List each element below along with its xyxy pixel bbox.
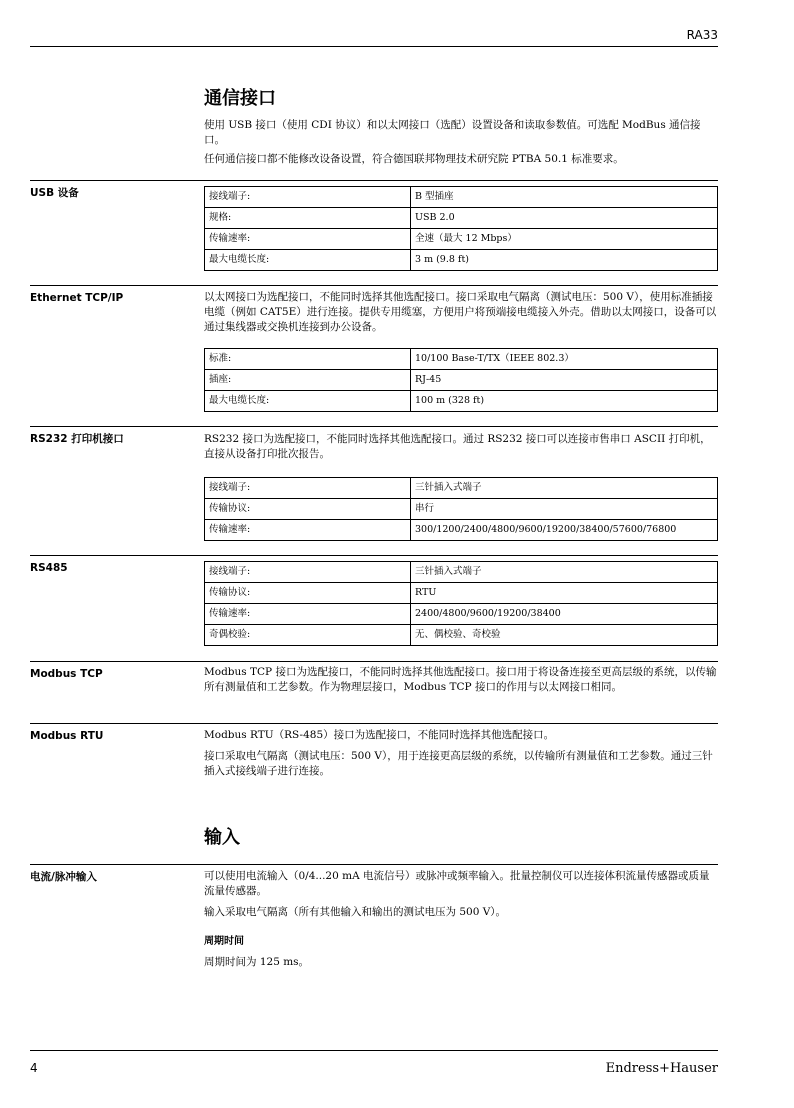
table-key: 传输协议: bbox=[205, 499, 411, 520]
rs232-text: RS232 接口为选配接口，不能同时选择其他选配接口。通过 RS232 接口可以连接市售串口 ASCII 打印机，直接从设备打印批次报告。 bbox=[204, 433, 711, 461]
table-key: 标准: bbox=[205, 349, 411, 370]
section-title-input: 输入 bbox=[204, 827, 240, 848]
rs485-label: RS485 bbox=[30, 562, 68, 574]
input-text-1: 可以使用电流输入（0/4...20 mA 电流信号）或脉冲或频率输入。批量控制仪可以连接体积流量传感器或质量流量传感器。 bbox=[204, 870, 710, 898]
table-value: 300/1200/2400/4800/9600/19200/38400/57600/76800 bbox=[411, 520, 718, 541]
table-row bbox=[205, 562, 718, 583]
header-rule bbox=[30, 46, 718, 47]
table-key: 规格: bbox=[205, 208, 411, 229]
rs232-rule bbox=[30, 426, 718, 427]
section-title-communication: 通信接口 bbox=[204, 88, 276, 109]
usb-label: USB 设备 bbox=[30, 187, 79, 199]
table-key: 传输速率: bbox=[205, 520, 411, 541]
table-value: 无、偶校验、奇校验 bbox=[411, 625, 718, 646]
table-value: 2400/4800/9600/19200/38400 bbox=[411, 604, 718, 625]
table-key: 插座: bbox=[205, 370, 411, 391]
table-key: 传输协议: bbox=[205, 583, 411, 604]
table-row bbox=[205, 187, 718, 208]
modbus-rtu-rule bbox=[30, 723, 718, 724]
ethernet-label: Ethernet TCP/IP bbox=[30, 292, 124, 304]
input-text-2: 输入采取电气隔离（所有其他输入和输出的测试电压为 500 V）。 bbox=[204, 906, 507, 918]
table-key: 传输速率: bbox=[205, 604, 411, 625]
table-value: 全速（最大 12 Mbps） bbox=[411, 229, 718, 250]
footer-rule bbox=[30, 1050, 718, 1051]
cycle-time-heading: 周期时间 bbox=[204, 936, 244, 947]
ethernet-text: 以太网接口为选配接口，不能同时选择其他选配接口。接口采取电气隔离（测试电压：500 V），使用标准插接电缆（例如 CAT5E）进行连接。提供专用缆塞，方便用户将预端接电缆接入外壳。借助以太网接口，设备可以通过集线器或交换机连接到办公设备。 bbox=[204, 291, 717, 334]
rs485-rule bbox=[30, 555, 718, 556]
table-value: 10/100 Base-T/TX（IEEE 802.3） bbox=[411, 349, 718, 370]
table-row bbox=[205, 250, 718, 271]
modbus-tcp-text: Modbus TCP 接口为选配接口，不能同时选择其他选配接口。接口用于将设备连接至更高层级的系统，以传输所有测量值和工艺参数。作为物理层接口，Modbus TCP 接口的作用与以太网接口相同。 bbox=[204, 666, 717, 694]
table-row bbox=[205, 370, 718, 391]
usb-rule bbox=[30, 180, 718, 181]
table-key: 最大电缆长度: bbox=[205, 250, 411, 271]
usb-spec-table bbox=[204, 186, 718, 271]
modbus-rtu-text-2: 接口采取电气隔离（测试电压：500 V），用于连接更高层级的系统，以传输所有测量值和工艺参数。通过三针插入式接线端子进行连接。 bbox=[204, 750, 713, 778]
ethernet-spec-table bbox=[204, 348, 718, 412]
table-row bbox=[205, 391, 718, 412]
table-row bbox=[205, 478, 718, 499]
table-value: 三针插入式端子 bbox=[411, 478, 718, 499]
table-row bbox=[205, 208, 718, 229]
table-row bbox=[205, 349, 718, 370]
modbus-rtu-label: Modbus RTU bbox=[30, 730, 104, 742]
table-value: 串行 bbox=[411, 499, 718, 520]
table-value: RTU bbox=[411, 583, 718, 604]
table-key: 接线端子: bbox=[205, 478, 411, 499]
page-number: 4 bbox=[30, 1061, 38, 1075]
communication-intro: 使用 USB 接口（使用 CDI 协议）和以太网接口（选配）设置设备和读取参数值。可选配 ModBus 通信接口。 bbox=[204, 119, 701, 147]
document-code: RA33 bbox=[686, 28, 718, 42]
modbus-rtu-text-1: Modbus RTU（RS-485）接口为选配接口，不能同时选择其他选配接口。 bbox=[204, 729, 555, 741]
modbus-tcp-label: Modbus TCP bbox=[30, 668, 103, 680]
communication-note: 任何通信接口都不能修改设备设置，符合德国联邦物理技术研究院 PTBA 50.1 标准要求。 bbox=[204, 153, 624, 165]
table-value: 三针插入式端子 bbox=[411, 562, 718, 583]
table-row bbox=[205, 583, 718, 604]
table-row bbox=[205, 520, 718, 541]
rs232-spec-table bbox=[204, 477, 718, 541]
cycle-time-text: 周期时间为 125 ms。 bbox=[204, 956, 310, 968]
table-value: USB 2.0 bbox=[411, 208, 718, 229]
ethernet-rule bbox=[30, 285, 718, 286]
table-row bbox=[205, 625, 718, 646]
input-rule bbox=[30, 864, 718, 865]
table-value: 100 m (328 ft) bbox=[411, 391, 718, 412]
table-value: RJ-45 bbox=[411, 370, 718, 391]
current-pulse-input-label: 电流/脉冲输入 bbox=[30, 871, 97, 883]
table-key: 奇偶校验: bbox=[205, 625, 411, 646]
rs485-spec-table bbox=[204, 561, 718, 646]
table-key: 接线端子: bbox=[205, 562, 411, 583]
table-row bbox=[205, 604, 718, 625]
modbus-tcp-rule bbox=[30, 661, 718, 662]
table-key: 最大电缆长度: bbox=[205, 391, 411, 412]
rs232-label: RS232 打印机接口 bbox=[30, 433, 124, 445]
table-value: 3 m (9.8 ft) bbox=[411, 250, 718, 271]
table-key: 接线端子: bbox=[205, 187, 411, 208]
table-value: B 型插座 bbox=[411, 187, 718, 208]
table-row bbox=[205, 499, 718, 520]
table-row bbox=[205, 229, 718, 250]
table-key: 传输速率: bbox=[205, 229, 411, 250]
brand-name: Endress+Hauser bbox=[605, 1061, 718, 1076]
